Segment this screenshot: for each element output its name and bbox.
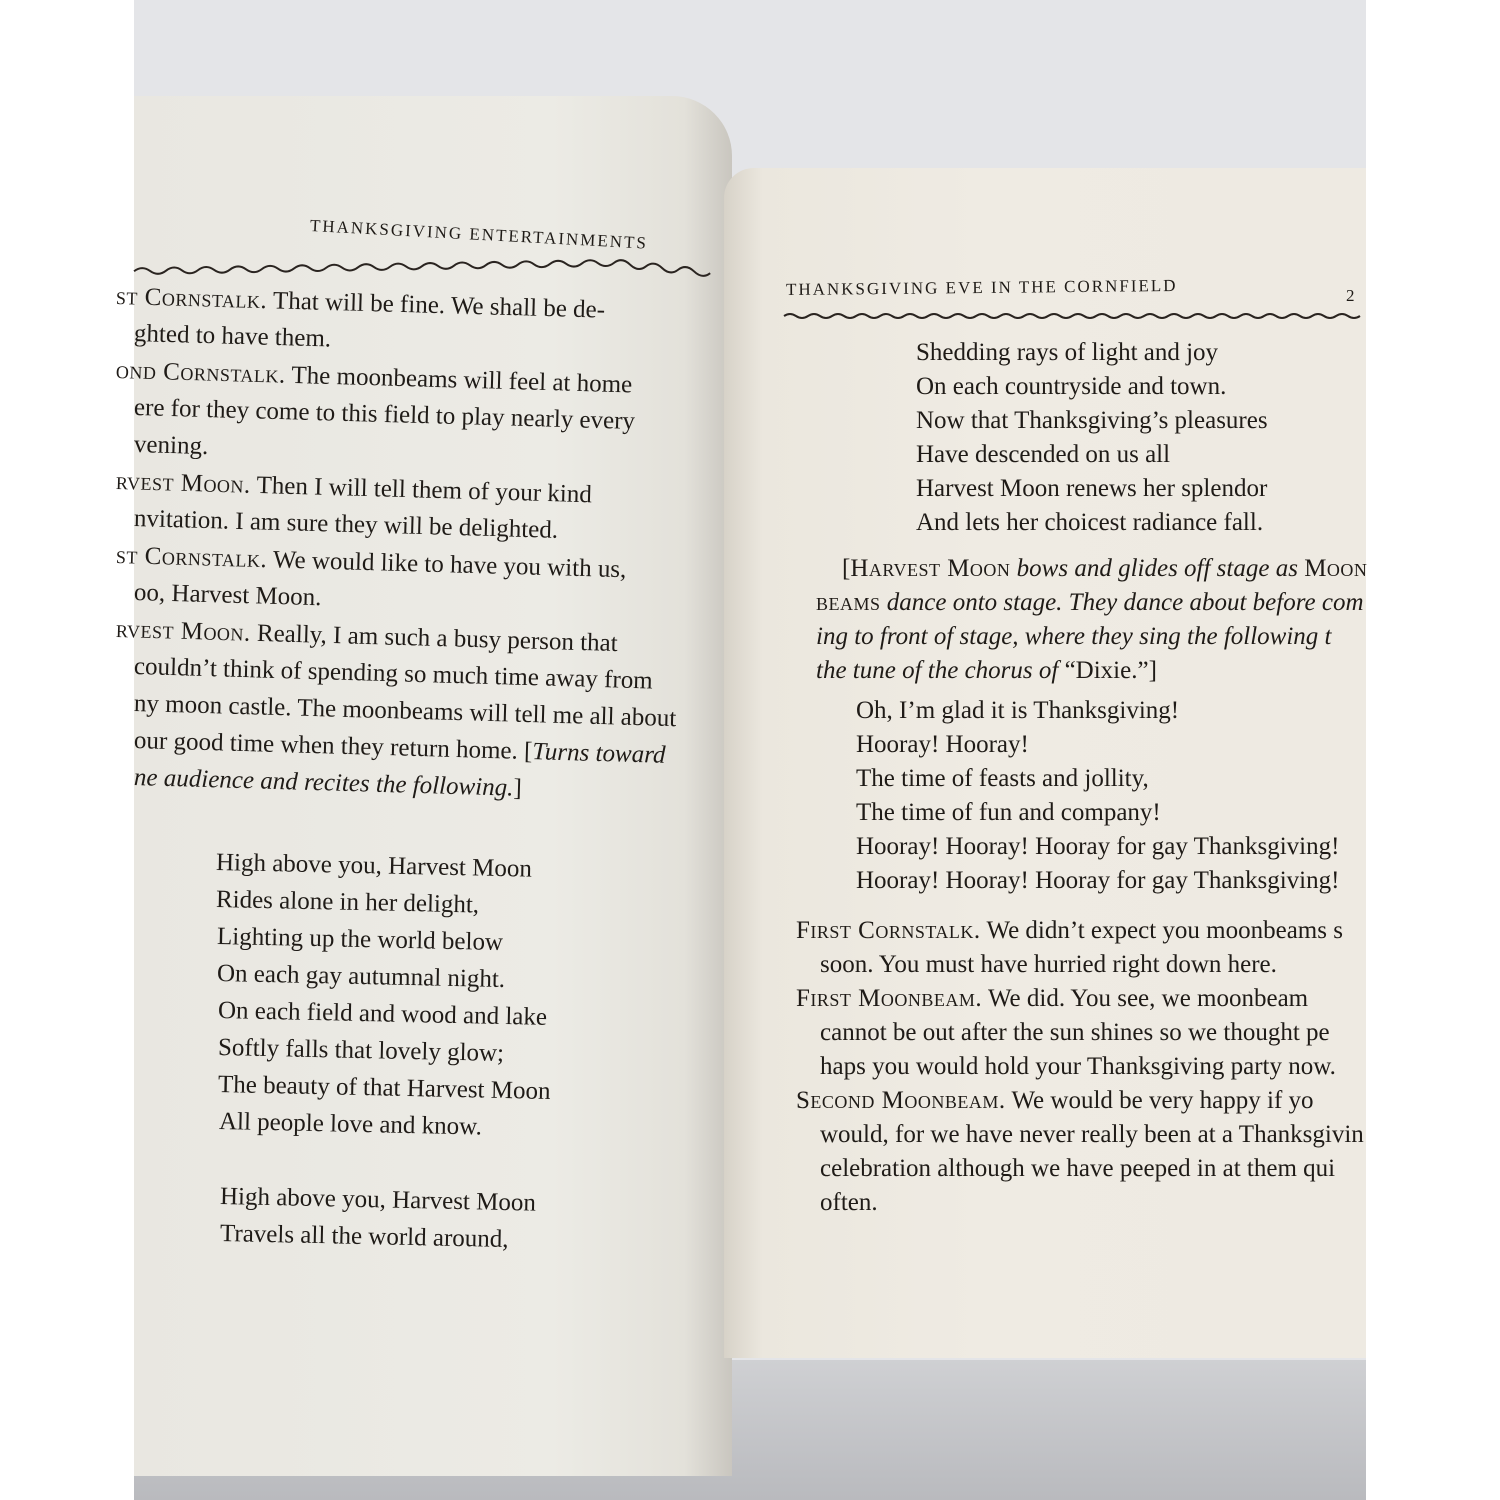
line-text: “Dixie.”]	[1064, 657, 1157, 684]
character-name: Harvest Moon	[850, 555, 1011, 582]
verse-text: Rides alone in her delight,	[216, 886, 480, 919]
verse-text: On each gay autumnal night.	[216, 960, 506, 994]
left-line	[116, 282, 606, 326]
left-wavy-rule	[134, 246, 732, 286]
stage-direction-text: ing to front of stage, where they sing the following t	[816, 623, 1332, 650]
verse-line	[916, 474, 1267, 504]
verse-line	[220, 1182, 536, 1219]
verse-line	[216, 885, 480, 921]
verse-text: High above you, Harvest Moon	[215, 849, 533, 883]
right-wavy-rule	[784, 304, 1426, 328]
speaker-name: First Moonbeam.	[796, 985, 983, 1012]
speaker-name: ond Cornstalk.	[115, 357, 287, 389]
line-text: our good time when they return home. [	[133, 727, 533, 766]
left-line	[134, 393, 636, 437]
speaker-name: st Cornstalk.	[115, 283, 268, 315]
direction-line	[816, 656, 1157, 686]
verse-line	[218, 1107, 481, 1142]
dialogue-line	[820, 1120, 1364, 1150]
speaker-name: rvest Moon.	[115, 468, 252, 499]
line-text: haps you would hold your Thanksgiving party now.	[820, 1053, 1336, 1080]
stage-direction-text: the tune of the chorus of	[816, 657, 1065, 684]
verse-text: Hooray! Hooray! Hooray for gay Thanksgiving!	[856, 833, 1340, 860]
left-line	[134, 726, 666, 771]
verse-text: The time of feasts and jollity,	[856, 765, 1149, 792]
verse-text: Hooray! Hooray! Hooray for gay Thanksgiving!	[856, 867, 1340, 894]
line-text: We would like to have you with us,	[272, 546, 627, 584]
dialogue-line	[796, 1086, 1314, 1116]
line-text: ere for they come to this field to play nearly every	[133, 394, 636, 435]
verse-text: On each countryside and town.	[916, 373, 1227, 400]
dialogue-line	[820, 950, 1277, 980]
line-text: Really, I am such a busy person that	[256, 619, 619, 658]
speaker-name: Second Moonbeam.	[796, 1087, 1006, 1114]
verse-line	[217, 996, 547, 1033]
direction-line	[842, 554, 1367, 584]
line-text: cannot be out after the sun shines so we thought pe	[820, 1019, 1330, 1046]
line-text: We did. You see, we moonbeam	[987, 985, 1309, 1012]
dialogue-line	[820, 1188, 878, 1218]
dialogue-line	[820, 1052, 1336, 1082]
book-photo	[115, 0, 1368, 1500]
dialogue-line	[796, 916, 1343, 946]
character-name: Moon	[1304, 555, 1368, 582]
verse-line	[916, 440, 1170, 470]
left-line	[116, 541, 627, 585]
left-running-head: THANKSGIVING ENTERTAINMENTS	[309, 216, 649, 253]
song-line	[856, 832, 1339, 862]
line-text: would, for we have never really been at a Thanksgivin	[820, 1121, 1364, 1148]
verse-text: Hooray! Hooray!	[856, 731, 1029, 758]
line-text: We didn’t expect you moonbeams s	[986, 917, 1343, 944]
line-text: oo, Harvest Moon.	[133, 579, 322, 612]
line-text: The moonbeams will feel at home	[291, 361, 633, 399]
verse-text: And lets her choicest radiance fall.	[916, 509, 1264, 536]
left-line	[134, 430, 209, 462]
line-text: often.	[820, 1189, 878, 1216]
song-line	[856, 866, 1339, 896]
speaker-name: rvest Moon.	[115, 616, 252, 647]
verse-text: Softly falls that lovely glow;	[217, 1034, 505, 1067]
left-line	[116, 615, 618, 659]
line-text: Then I will tell them of your kind	[256, 471, 593, 509]
verse-text: On each field and wood and lake	[217, 997, 547, 1031]
line-text: soon. You must have hurried right down here.	[820, 951, 1277, 978]
left-line	[116, 467, 593, 510]
line-text: That will be fine. We shall be de-	[272, 287, 606, 324]
song-line	[856, 798, 1161, 828]
speaker-name: st Cornstalk.	[115, 542, 268, 574]
line-text: ghted to have them.	[133, 320, 332, 353]
verse-line	[216, 848, 532, 885]
left-page	[115, 96, 732, 1476]
stage-direction-text: Turns toward	[531, 738, 666, 769]
verse-text: Lighting up the world below	[216, 923, 504, 956]
stage-direction-text: dance onto stage. They dance about before com	[880, 589, 1364, 616]
line-text: vening.	[133, 431, 209, 461]
verse-text: All people love and know.	[218, 1108, 482, 1141]
verse-text: Shedding rays of light and joy	[916, 339, 1219, 366]
right-running-head: THANKSGIVING EVE IN THE CORNFIELD	[785, 275, 1178, 300]
verse-text: The beauty of that Harvest Moon	[218, 1071, 552, 1105]
verse-line	[220, 1219, 509, 1255]
verse-text: Now that Thanksgiving’s pleasures	[916, 407, 1268, 434]
line-text: nvitation. I am sure they will be delighted.	[133, 505, 559, 544]
stage-direction-text: ne audience and recites the following.	[133, 764, 514, 802]
verse-text: Travels all the world around,	[219, 1220, 509, 1254]
dialogue-line	[820, 1018, 1330, 1048]
direction-line	[816, 588, 1364, 618]
character-name: beams	[816, 589, 881, 616]
page-number: 2	[1346, 286, 1355, 305]
dialogue-line	[796, 984, 1308, 1014]
verse-line	[218, 1070, 551, 1107]
song-line	[856, 764, 1149, 794]
verse-text: The time of fun and company!	[856, 799, 1161, 826]
verse-line	[916, 338, 1218, 368]
line-text: ]	[513, 774, 523, 802]
left-line	[134, 504, 559, 546]
left-line	[134, 578, 322, 613]
song-line	[856, 696, 1179, 726]
verse-text: Have descended on us all	[916, 441, 1171, 468]
line-text: ny moon castle. The moonbeams will tell me all about	[133, 690, 677, 733]
verse-line	[216, 922, 503, 958]
left-line	[134, 652, 654, 696]
verse-line	[916, 508, 1263, 538]
line-text: couldn’t think of spending so much time away from	[133, 653, 654, 695]
bracket: [	[842, 555, 851, 582]
song-line	[856, 730, 1029, 760]
dialogue-line	[820, 1154, 1335, 1184]
direction-line	[816, 622, 1331, 652]
verse-line	[916, 372, 1226, 402]
verse-line	[218, 1033, 505, 1069]
line-text: celebration although we have peeped in at them qui	[820, 1155, 1336, 1182]
verse-text: High above you, Harvest Moon	[219, 1183, 537, 1217]
right-page	[724, 168, 1366, 1358]
verse-line	[916, 406, 1268, 436]
line-text: We would be very happy if yo	[1011, 1087, 1314, 1114]
verse-text: Oh, I’m glad it is Thanksgiving!	[856, 697, 1180, 724]
left-line	[134, 763, 523, 804]
verse-text: Harvest Moon renews her splendor	[916, 475, 1268, 502]
left-line	[134, 319, 332, 354]
verse-line	[217, 959, 506, 995]
stage-direction-text: bows and glides off stage as	[1010, 555, 1305, 582]
speaker-name: First Cornstalk.	[796, 917, 981, 944]
